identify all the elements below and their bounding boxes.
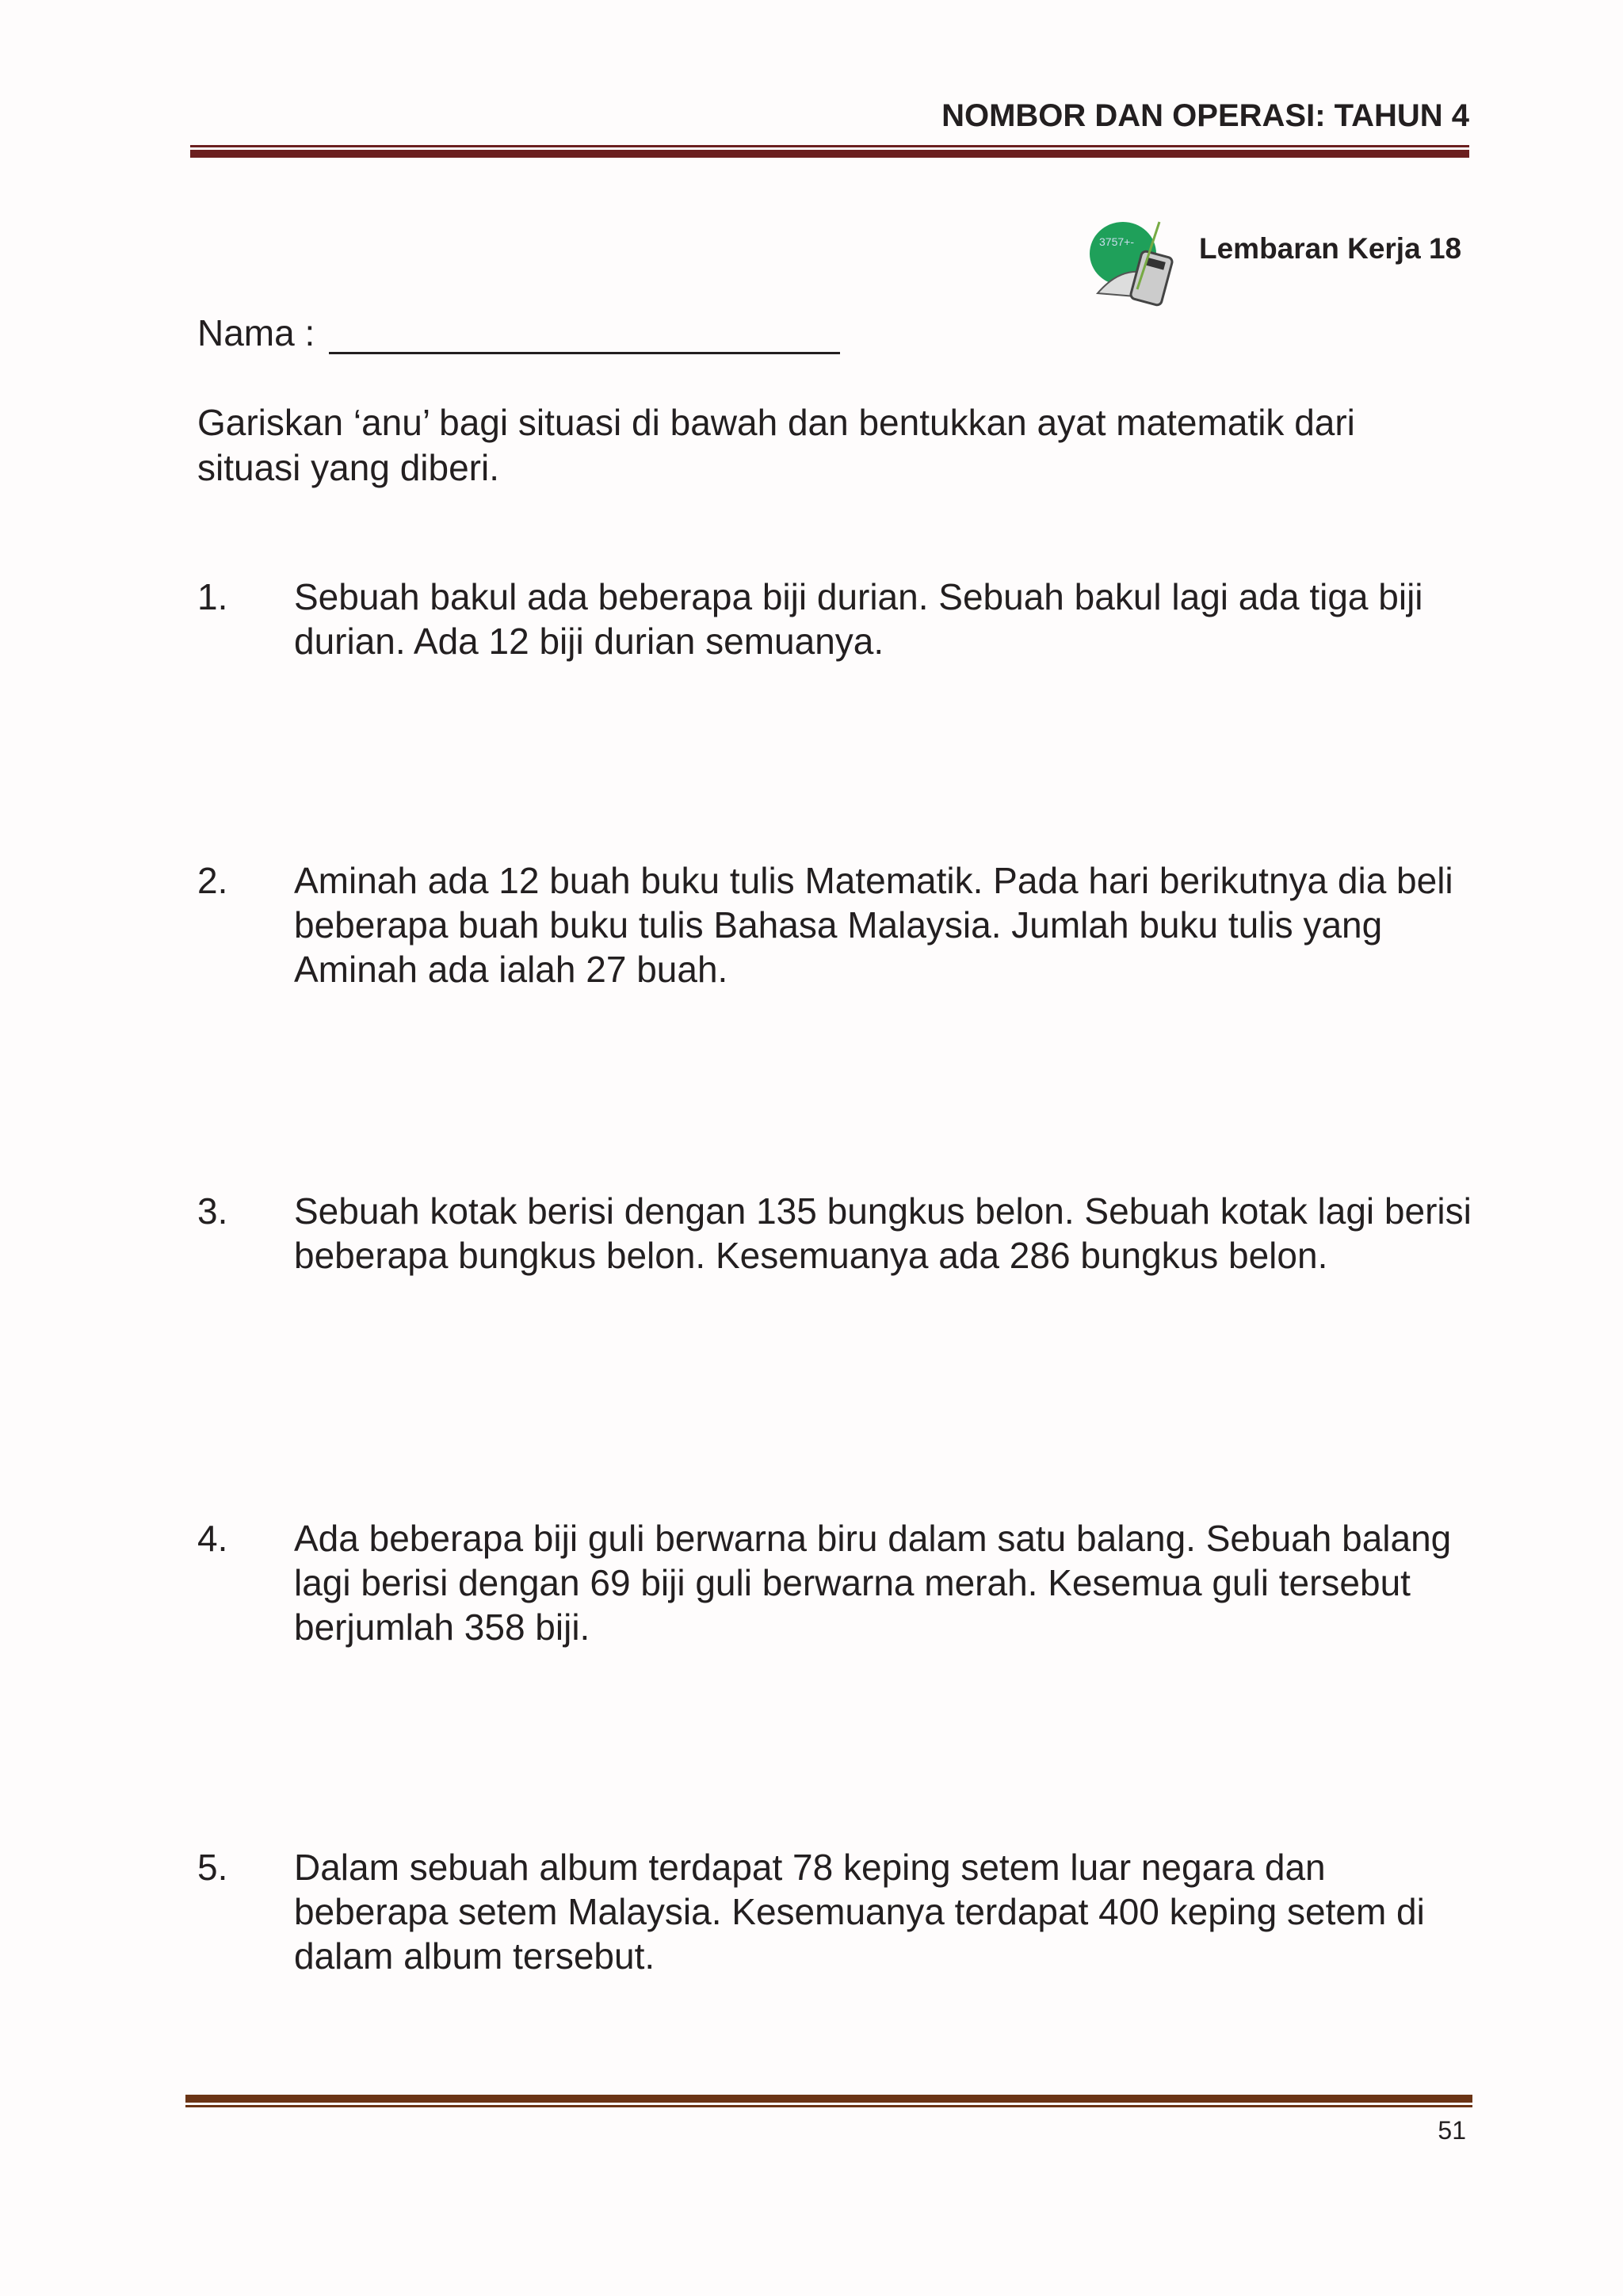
- name-label: Nama :: [197, 312, 315, 353]
- question-number: 5.: [197, 1847, 228, 1888]
- page-number: 51: [1438, 2116, 1466, 2145]
- question-number: 1.: [197, 576, 228, 617]
- name-input-line[interactable]: [329, 352, 840, 354]
- question-number: 2.: [197, 860, 228, 901]
- header-rule-thick: [190, 150, 1469, 158]
- question-item: [197, 858, 1481, 991]
- question-item: [197, 575, 1481, 663]
- question-item: [197, 1516, 1481, 1649]
- question-text: Sebuah bakul ada beberapa biji durian. Sebuah bakul lagi ada tiga biji durian. Ada 12 biji durian semuanya.: [294, 576, 1423, 662]
- question-number: 3.: [197, 1190, 228, 1232]
- header-rule-thin: [190, 145, 1469, 147]
- question-text: Aminah ada 12 buah buku tulis Matematik. Pada hari berikutnya dia beli beberapa buah buku tulis Bahasa Malaysia. Jumlah buku tulis yang Aminah ada ialah 27 buah.: [294, 860, 1453, 990]
- question-item: [197, 1189, 1481, 1278]
- math-calculator-icon: [1090, 218, 1181, 309]
- footer-rule-thin: [185, 2105, 1472, 2107]
- question-text: Sebuah kotak berisi dengan 135 bungkus belon. Sebuah kotak lagi berisi beberapa bungkus belon. Kesemuanya ada 286 bungkus belon.: [294, 1190, 1472, 1276]
- instruction-text: Gariskan ‘anu’ bagi situasi di bawah dan bentukkan ayat matematik dari situasi yang diberi.: [197, 402, 1355, 488]
- question-text: Dalam sebuah album terdapat 78 keping setem luar negara dan beberapa setem Malaysia. Kesemuanya terdapat 400 keping setem di dalam album tersebut.: [294, 1847, 1425, 1977]
- header-title: NOMBOR DAN OPERASI: TAHUN 4: [941, 98, 1469, 133]
- footer-rule-thick: [185, 2095, 1472, 2103]
- question-item: [197, 1845, 1481, 1978]
- worksheet-label: Lembaran Kerja 18: [1199, 232, 1462, 265]
- question-text: Ada beberapa biji guli berwarna biru dalam satu balang. Sebuah balang lagi berisi dengan 69 biji guli berwarna merah. Kesemua guli tersebut berjumlah 358 biji.: [294, 1518, 1452, 1648]
- svg-text:3757+-: 3757+-: [1099, 235, 1134, 248]
- question-number: 4.: [197, 1518, 228, 1559]
